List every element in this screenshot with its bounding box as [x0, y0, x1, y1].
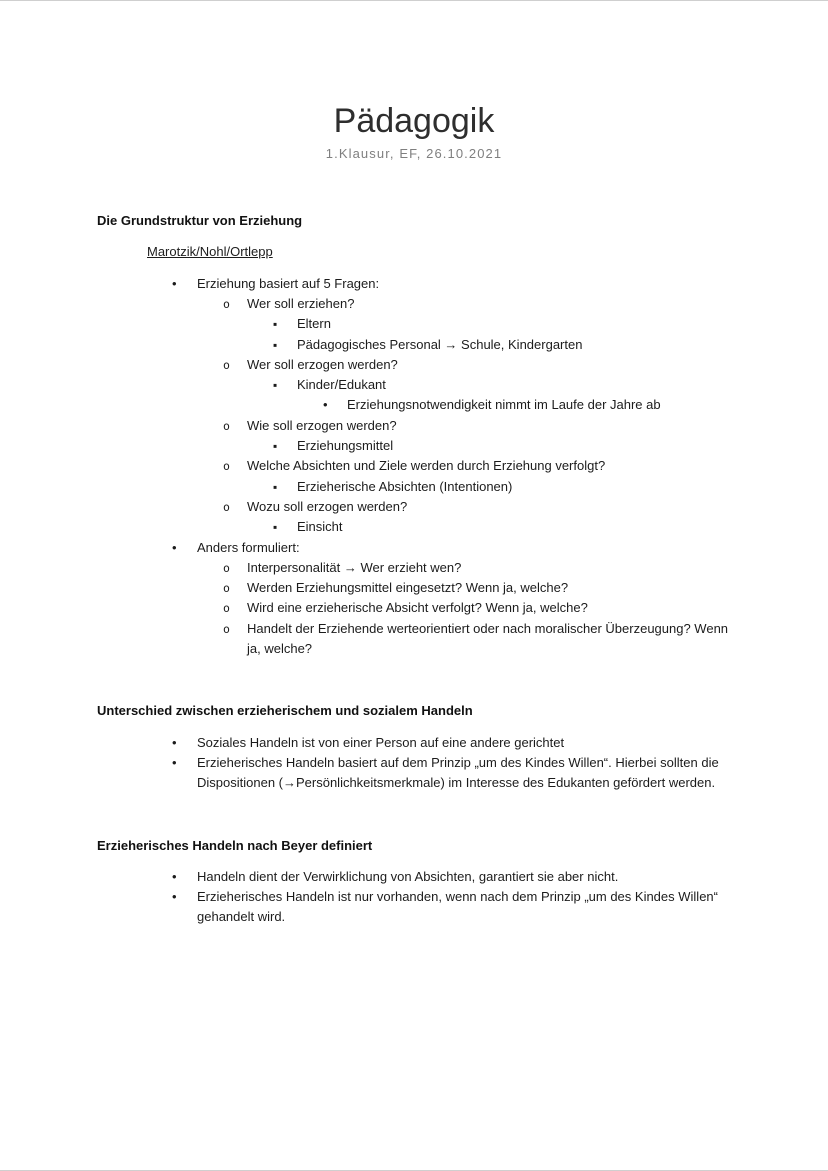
list-item: o Werden Erziehungsmittel eingesetzt? Wenn ja, welche?	[97, 578, 731, 598]
list-item: o Interpersonalität → Wer erzieht wen?	[97, 558, 731, 578]
list-item: o Welche Absichten und Ziele werden durch Erziehung verfolgt?	[97, 456, 731, 476]
section-grundstruktur	[97, 211, 731, 659]
list-item: o Wird eine erzieherische Absicht verfolgt? Wenn ja, welche?	[97, 598, 731, 618]
list-item: • Anders formuliert:	[97, 538, 731, 558]
list-item: o Wer soll erzogen werden?	[97, 355, 731, 375]
document-header	[0, 1, 828, 161]
list-item: o Wozu soll erzogen werden?	[97, 497, 731, 517]
list-item: ▪ Eltern	[97, 314, 731, 334]
list-item: o Handelt der Erziehende werteorientiert oder nach moralischer Überzeugung? Wenn ja, welche?	[97, 619, 731, 660]
section-unterschied	[97, 701, 731, 793]
list-item: ▪ Kinder/Edukant	[97, 375, 731, 395]
document-subtitle: 1.Klausur, EF, 26.10.2021	[325, 146, 503, 162]
list-item: ▪ Erziehungsmittel	[97, 436, 731, 456]
section-heading: Unterschied zwischen erzieherischem und sozialem Handeln	[97, 703, 473, 719]
list-item: ▪ Erzieherische Absichten (Intentionen)	[97, 477, 731, 497]
list-item: • Soziales Handeln ist von einer Person auf eine andere gerichtet	[97, 733, 731, 753]
list-item: o Wer soll erziehen?	[97, 294, 731, 314]
list-item: • Erziehung basiert auf 5 Fragen:	[97, 274, 731, 294]
list-item: • Erziehungsnotwendigkeit nimmt im Laufe der Jahre ab	[97, 395, 731, 415]
list-item: • Erzieherisches Handeln basiert auf dem Prinzip „um des Kindes Willen“. Hierbei sollten die Dispositionen (→Persönlichkeitsmerkmale) im Interesse des Edukanten gefördert werden.	[97, 753, 731, 794]
list-item: ▪ Einsicht	[97, 517, 731, 537]
section-subheading: Marotzik/Nohl/Ortlepp	[147, 244, 273, 260]
document-body	[0, 211, 828, 928]
section-heading: Die Grundstruktur von Erziehung	[97, 213, 303, 229]
list-item: ▪ Pädagogisches Personal → Schule, Kindergarten	[97, 335, 731, 355]
list-item: o Wie soll erzogen werden?	[97, 416, 731, 436]
list-item: • Handeln dient der Verwirklichung von Absichten, garantiert sie aber nicht.	[97, 867, 731, 887]
section-heading: Erzieherisches Handeln nach Beyer definiert	[97, 837, 373, 853]
section-beyer	[97, 836, 731, 928]
list-item: • Erzieherisches Handeln ist nur vorhanden, wenn nach dem Prinzip „um des Kindes Willen“ gehandelt wird.	[97, 887, 731, 928]
document-title: Pädagogik	[333, 102, 495, 140]
